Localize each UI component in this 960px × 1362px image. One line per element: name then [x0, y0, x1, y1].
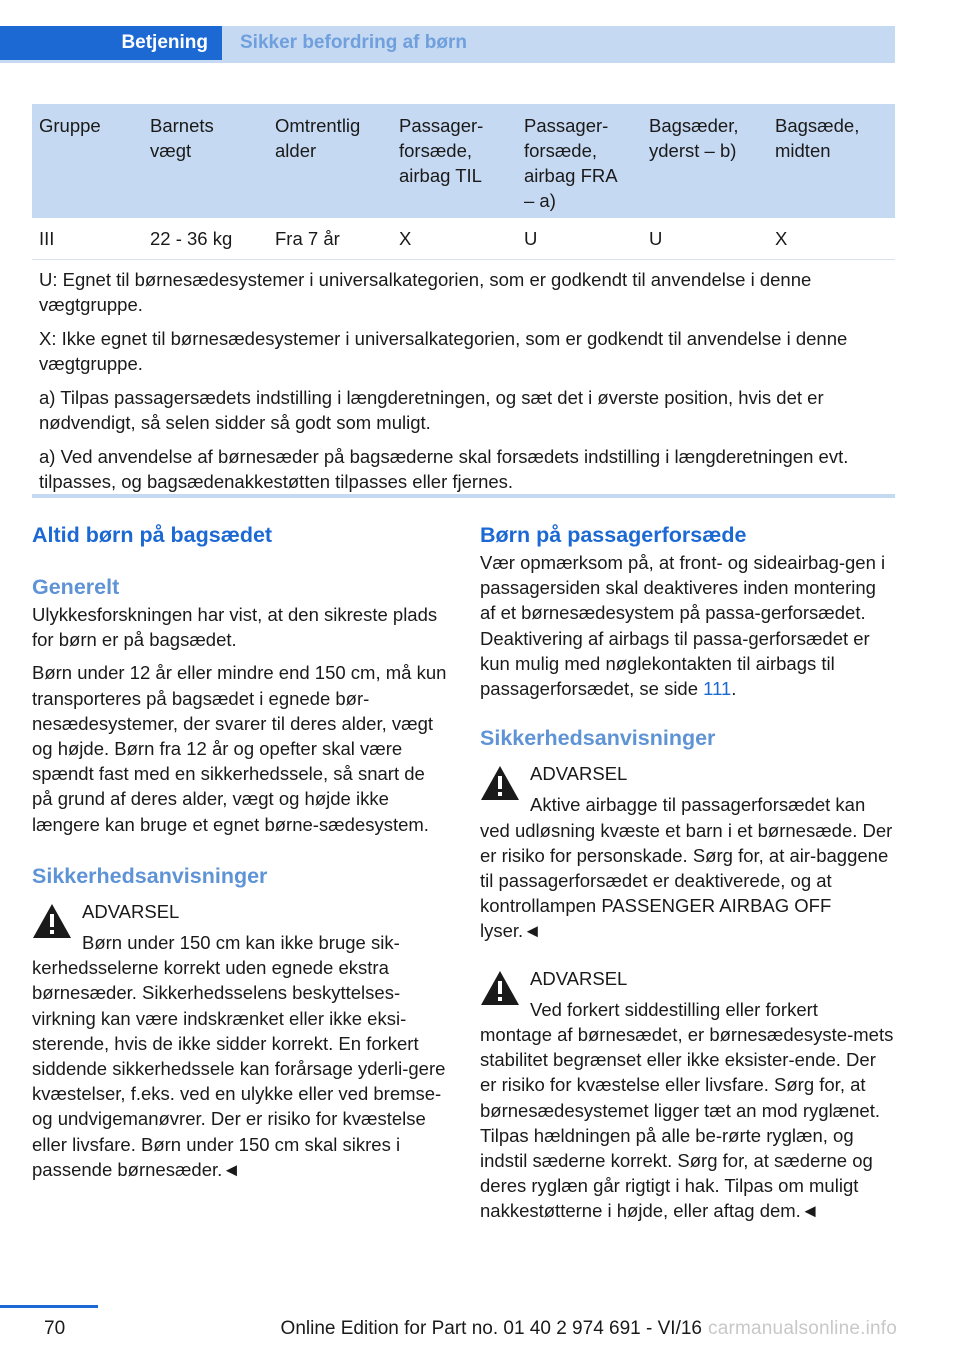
table-header-row	[32, 104, 895, 218]
table-note: U: Egnet til børnesædesystemer i universalkategorien, som er godkendt til anvendelse i denne vægtgruppe.	[39, 269, 812, 315]
table-cell: U	[649, 227, 663, 249]
header-section-tab: Betjening	[0, 26, 222, 62]
paragraph: Ulykkesforskningen har vist, at den sikreste plads for børn er på bagsædet.	[32, 604, 438, 651]
subsection-title-generelt: Generelt	[32, 575, 120, 599]
warning-block	[480, 966, 895, 1224]
warning-label: ADVARSEL	[530, 763, 628, 785]
footer-accent-line	[0, 1305, 98, 1308]
header-cell-vaegt: Barnets vægt	[150, 115, 214, 161]
paragraph: Børn under 12 år eller mindre end 150 cm, må kun transporteres på bagsædet i egnede bør‐nesædesystemer, der svarer til deres alder, vægt og højde. Børn fra 12 år og opefter skal være spændt fast med en sikkerhedssele, så snart de på grund af deres alder, vægt og højde ikke længere kan bruge et egnet børne‐sædesystem.	[32, 662, 447, 835]
warning-block	[32, 899, 450, 1182]
table-cell: U	[524, 227, 538, 249]
child-seat-table	[32, 104, 895, 503]
warning-block	[480, 761, 895, 943]
header-cell-airbag-til: Passager‐ forsæde, airbag TIL	[399, 115, 484, 186]
warning-triangle-icon	[32, 903, 72, 939]
table-cell: X	[775, 227, 788, 249]
subsection-title-sikkerhed: Sikkerhedsanvisninger	[480, 726, 716, 751]
right-column	[480, 520, 895, 1224]
warning-triangle-icon	[480, 765, 520, 801]
warning-label: ADVARSEL	[530, 967, 628, 989]
edition-text: Online Edition for Part no. 01 40 2 974 691 - VI/16	[280, 1318, 702, 1339]
table-note: X: Ikke egnet til børnesædesystemer i universalkategorien, som er godkendt til anvendelse i denne vægtgruppe.	[39, 328, 848, 374]
paragraph: Vær opmærksom på, at front- og sideairbag‐gen i passagersiden skal deaktiveres inden montering af et børnesædesystem på passa‐gerforsædet. Deaktivering af airbags til passa‐gerforsædet er kun mulig med nøglekontakten til airbags til passagerforsædet, se side 111.	[480, 552, 886, 700]
section-title-passagerforsaede: Børn på passagerforsæde	[480, 523, 747, 547]
header-cell-bagsaeder-yderst: Bagsæder, yderst – b)	[649, 115, 739, 161]
table-cell: Fra 7 år	[275, 227, 340, 249]
table-note: a) Tilpas passagersædets indstilling i længderetningen, og sæt det i øverste position, hvis det er nødvendigt, så selen sidder så godt som muligt.	[39, 387, 824, 433]
table-cell: III	[39, 227, 55, 249]
warning-label: ADVARSEL	[82, 900, 180, 922]
page-reference-link[interactable]: 111	[703, 678, 732, 700]
table-bottom-border	[32, 494, 895, 498]
warning-triangle-icon	[480, 970, 520, 1006]
table-row	[32, 218, 895, 260]
table-note: a) Ved anvendelse af børnesæder på bagsæderne skal forsædets indstilling i længderetningen evt. tilpasses, og bagsædenakkestøtten tilpasses eller fjernes.	[39, 446, 849, 492]
header-cell-gruppe: Gruppe	[39, 115, 101, 136]
warning-text: Børn under 150 cm kan ikke bruge sik‐kerhedsselerne korrekt uden egnede ekstra børnesæder. Sikkerhedsselens beskyttelses‐virkning kan være indskrænket eller ikke eksi‐sterende, hvis de ikke sidder korrekt. En forkert siddende sikkerhedssele kan forårsage yderli‐gere kvæstelser, f.eks. ved en ulykke eller ved bremse- og undvigemanøvrer. Der er risiko for kvæstelse eller livsfare. Børn under 150 cm skal sikres i passende børnesæder.◄	[32, 932, 446, 1180]
subsection-title-sikkerhed: Sikkerhedsanvisninger	[32, 863, 268, 888]
table-cell: 22 - 36 kg	[150, 227, 233, 249]
warning-text: Aktive airbagge til passagerforsædet kan ved udløsning kvæste et barn i et børnesæde. Der er risiko for personskade. Sørg for, at air‐baggene til passagerforsædet er deaktiverede, og at kontrollampen PASSENGER AIRBAG OFF lyser.◄	[480, 794, 893, 942]
watermark: carmanualsonline.info	[708, 1318, 898, 1339]
header-cell-alder: Omtrentlig alder	[275, 115, 361, 161]
header-cell-bagsaede-midten: Bagsæde, midten	[775, 115, 860, 161]
header-cell-airbag-fra: Passager‐ forsæde, airbag FRA – a)	[524, 115, 618, 211]
header-chapter-tab: Sikker befordring af børn	[222, 26, 895, 62]
left-column	[32, 520, 450, 1182]
header-divider	[0, 60, 895, 63]
page-number: 70	[44, 1318, 66, 1339]
warning-text: Ved forkert siddestilling eller forkert montage af børnesædet, er børnesædesyste‐mets stabilitet begrænset eller ikke eksister‐ende. Der er risiko for kvæstelse eller livsfare. Sørg for, at børnesædesystemet ligger tæt an mod ryglænet. Tilpas hældningen på alle be‐rørte ryglæn, og indstil sæderne korrekt. Sørg for, at sæderne og deres ryglæn går rigtigt i hak. Tilpas om muligt nakkestøtterne i højde, eller aftag dem.◄	[480, 998, 894, 1222]
table-cell: X	[399, 227, 412, 249]
table-notes	[32, 260, 895, 494]
section-title-bagsaedet: Altid børn på bagsædet	[32, 523, 273, 547]
